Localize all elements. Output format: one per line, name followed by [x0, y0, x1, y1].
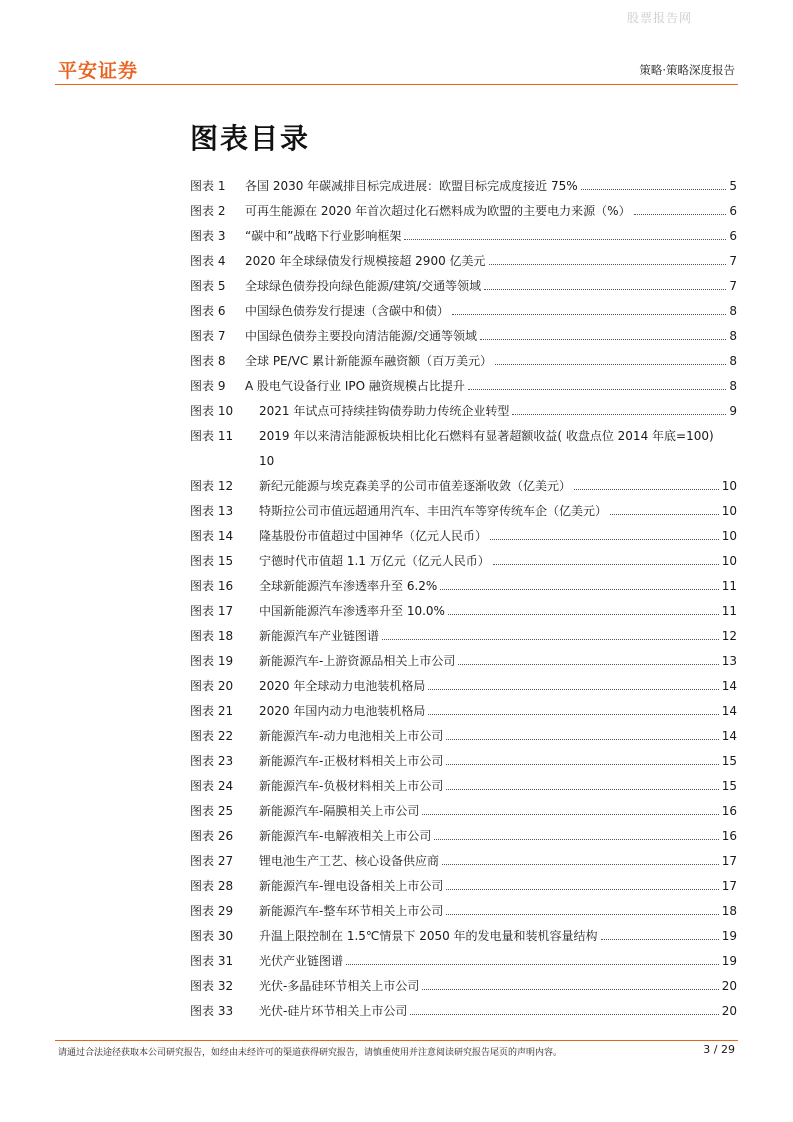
toc-leader-dots	[428, 714, 718, 715]
toc-entry-label: 图表 15	[190, 554, 234, 568]
toc-entry[interactable]	[190, 374, 737, 399]
toc-entry-title: 特斯拉公司市值远超通用汽车、丰田汽车等穿传统车企（亿美元）	[259, 504, 608, 518]
toc-leader-dots	[434, 839, 718, 840]
toc-entry[interactable]	[190, 649, 737, 674]
toc-entry[interactable]	[190, 349, 737, 374]
toc-entry[interactable]	[190, 899, 737, 924]
toc-leader-dots	[448, 614, 719, 615]
toc-entry[interactable]	[190, 849, 737, 874]
toc-entry-page: 14	[721, 679, 737, 693]
toc-entry-title: 新能源汽车产业链图谱	[259, 629, 380, 643]
toc-entry[interactable]	[190, 749, 737, 774]
toc-entry-page: 7	[729, 254, 737, 268]
toc-entry[interactable]	[190, 599, 737, 624]
toc-entry-label: 图表 9	[190, 379, 226, 393]
toc-leader-dots	[468, 389, 726, 390]
toc-entry[interactable]	[190, 199, 737, 224]
toc-entry[interactable]	[190, 724, 737, 749]
toc-entry-title: 宁德时代市值超 1.1 万亿元（亿元人民币）	[259, 554, 490, 568]
toc-entry-title: 光伏-多晶硅环节相关上市公司	[259, 979, 420, 993]
toc-entry-label: 图表 20	[190, 679, 234, 693]
toc-entry-title: 新能源汽车-电解液相关上市公司	[259, 829, 432, 843]
toc-leader-dots	[601, 939, 719, 940]
toc-entry-title: 升温上限控制在 1.5℃情景下 2050 年的发电量和装机容量结构	[259, 929, 598, 943]
toc-entry-title: 新能源汽车-隔膜相关上市公司	[259, 804, 420, 818]
toc-entry-label: 图表 18	[190, 629, 234, 643]
page-title: 图表目录	[190, 122, 311, 155]
toc-leader-dots	[404, 239, 726, 240]
toc-entry-page: 17	[721, 854, 737, 868]
toc-entry-label: 图表 16	[190, 579, 234, 593]
toc-entry-page: 10	[721, 504, 737, 518]
toc-entry-label: 图表 21	[190, 704, 234, 718]
toc-leader-dots	[489, 264, 727, 265]
page-number: 3 / 29	[703, 1043, 735, 1056]
toc-entry[interactable]	[190, 424, 737, 449]
toc-entry-title: 2020 年国内动力电池装机格局	[259, 704, 426, 718]
toc-entry-page: 14	[721, 729, 737, 743]
toc-entry[interactable]	[190, 799, 737, 824]
toc-entry[interactable]	[190, 824, 737, 849]
toc-entry-page: 11	[721, 579, 737, 593]
toc-entry-title: 中国绿色债券发行提速（含碳中和债）	[245, 304, 450, 318]
toc-entry-label: 图表 24	[190, 779, 234, 793]
toc-entry[interactable]	[190, 674, 737, 699]
toc-leader-dots	[446, 914, 718, 915]
report-category: 策略·策略深度报告	[639, 63, 735, 77]
toc-entry[interactable]	[190, 624, 737, 649]
toc-leader-dots	[574, 489, 719, 490]
toc-entry-label: 图表 1	[190, 179, 226, 193]
toc-entry[interactable]	[190, 924, 737, 949]
toc-entry[interactable]	[190, 974, 737, 999]
toc-leader-dots	[490, 539, 719, 540]
toc-entry-title: “碳中和”战略下行业影响框架	[245, 229, 402, 243]
toc-entry-page: 8	[729, 354, 737, 368]
header-divider	[55, 84, 738, 85]
toc-entry-page: 7	[729, 279, 737, 293]
toc-leader-dots	[634, 214, 727, 215]
toc-entry-page: 18	[721, 904, 737, 918]
toc-entry[interactable]	[190, 699, 737, 724]
toc-entry-label: 图表 13	[190, 504, 234, 518]
toc-leader-dots	[346, 964, 719, 965]
toc-entry-title: 光伏-硅片环节相关上市公司	[259, 1004, 408, 1018]
toc-entry-page: 16	[721, 829, 737, 843]
toc-entry-label: 图表 28	[190, 879, 234, 893]
toc-entry-label: 图表 30	[190, 929, 234, 943]
toc-entry-label: 图表 22	[190, 729, 234, 743]
toc-entry-title: 新能源汽车-正极材料相关上市公司	[259, 754, 444, 768]
toc-entry-label: 图表 19	[190, 654, 234, 668]
toc-entry-title: 2019 年以来清洁能源板块相比化石燃料有显著超额收益( 收盘点位 2014 年底=100)	[259, 429, 714, 443]
toc-entry-title: 新纪元能源与埃克森美孚的公司市值差逐渐收敛（亿美元）	[259, 479, 572, 493]
toc-entry-label: 图表 2	[190, 204, 226, 218]
toc-entry-title: 各国 2030 年碳减排目标完成进展：欧盟目标完成度接近 75%	[245, 179, 578, 193]
toc-entry-label: 图表 25	[190, 804, 234, 818]
toc-leader-dots	[410, 1014, 718, 1015]
footer-divider	[55, 1040, 738, 1041]
toc-entry-page: 5	[729, 179, 737, 193]
toc-entry-page: 6	[729, 229, 737, 243]
toc-entry[interactable]	[190, 399, 737, 424]
toc-entry-label: 图表 8	[190, 354, 226, 368]
toc-entry-label: 图表 31	[190, 954, 234, 968]
toc-entry-page: 13	[721, 654, 737, 668]
toc-entry-page: 10	[721, 554, 737, 568]
toc-leader-dots	[446, 789, 718, 790]
toc-leader-dots	[493, 564, 719, 565]
table-of-figures	[190, 174, 737, 1024]
toc-entry-label: 图表 6	[190, 304, 226, 318]
toc-entry[interactable]	[190, 874, 737, 899]
toc-entry-title: 新能源汽车-上游资源品相关上市公司	[259, 654, 456, 668]
toc-entry-page: 20	[721, 979, 737, 993]
toc-entry-label: 图表 33	[190, 1004, 234, 1018]
toc-entry-label: 图表 26	[190, 829, 234, 843]
watermark: 股票报告网	[627, 11, 693, 25]
toc-indent	[190, 449, 259, 474]
toc-entry-page: 8	[729, 304, 737, 318]
toc-leader-dots	[446, 889, 718, 890]
toc-entry-title: 全球 PE/VC 累计新能源车融资额（百万美元）	[245, 354, 493, 368]
toc-leader-dots	[422, 814, 718, 815]
toc-entry-label: 图表 10	[190, 404, 234, 418]
toc-entry-label: 图表 27	[190, 854, 234, 868]
toc-entry-page: 20	[721, 1004, 737, 1018]
toc-leader-dots	[428, 689, 718, 690]
toc-entry-page: 19	[721, 954, 737, 968]
toc-entry-page: 10	[721, 529, 737, 543]
toc-entry[interactable]	[190, 299, 737, 324]
toc-leader-dots	[452, 314, 726, 315]
toc-entry-page: 12	[721, 629, 737, 643]
toc-entry-title: 全球绿色债券投向绿色能源/建筑/交通等领域	[245, 279, 482, 293]
toc-entry-page: 19	[721, 929, 737, 943]
toc-entry-label: 图表 12	[190, 479, 234, 493]
toc-entry[interactable]	[190, 324, 737, 349]
toc-entry-label: 图表 17	[190, 604, 234, 618]
toc-entry-page: 9	[729, 404, 737, 418]
toc-entry-title: 锂电池生产工艺、核心设备供应商	[259, 854, 440, 868]
toc-entry-page: 15	[721, 754, 737, 768]
toc-entry-page: 8	[729, 379, 737, 393]
toc-leader-dots	[458, 664, 718, 665]
toc-entry-title: 新能源汽车-负极材料相关上市公司	[259, 779, 444, 793]
toc-entry-label: 图表 14	[190, 529, 234, 543]
toc-entry-page: 8	[729, 329, 737, 343]
toc-leader-dots	[495, 364, 726, 365]
toc-entry-label: 图表 5	[190, 279, 226, 293]
toc-entry-title: 中国新能源汽车渗透率升至 10.0%	[259, 604, 445, 618]
toc-entry[interactable]	[190, 574, 737, 599]
toc-entry[interactable]	[190, 474, 737, 499]
toc-entry[interactable]	[190, 274, 737, 299]
toc-leader-dots	[422, 989, 718, 990]
toc-entry[interactable]	[190, 499, 737, 524]
toc-entry-title: 新能源汽车-锂电设备相关上市公司	[259, 879, 444, 893]
toc-entry-title: A 股电气设备行业 IPO 融资规模占比提升	[245, 379, 465, 393]
toc-entry-title: 2020 年全球绿债发行规模接超 2900 亿美元	[245, 254, 486, 268]
toc-entry[interactable]	[190, 174, 737, 199]
toc-entry[interactable]	[190, 999, 737, 1024]
toc-entry-title: 中国绿色债券主要投向清洁能源/交通等领域	[245, 329, 478, 343]
toc-entry-page: 6	[729, 204, 737, 218]
toc-entry-page: 10	[721, 479, 737, 493]
toc-entry[interactable]	[190, 549, 737, 574]
toc-entry[interactable]	[190, 224, 737, 249]
company-logo: 平安证券	[58, 60, 139, 82]
toc-leader-dots	[581, 189, 727, 190]
toc-entry[interactable]	[190, 249, 737, 274]
toc-entry-page: 15	[721, 779, 737, 793]
toc-entry-title: 新能源汽车-动力电池相关上市公司	[259, 729, 444, 743]
toc-entry[interactable]	[190, 774, 737, 799]
toc-leader-dots	[512, 414, 726, 415]
toc-entry-page: 10	[259, 454, 275, 468]
toc-entry-label: 图表 4	[190, 254, 226, 268]
toc-entry-title: 全球新能源汽车渗透率升至 6.2%	[259, 579, 438, 593]
toc-leader-dots	[480, 339, 726, 340]
toc-entry-title: 新能源汽车-整车环节相关上市公司	[259, 904, 444, 918]
toc-entry-page: 11	[721, 604, 737, 618]
toc-leader-dots	[610, 514, 719, 515]
toc-entry-page: 14	[721, 704, 737, 718]
toc-leader-dots	[382, 639, 719, 640]
toc-entry-title: 隆基股份市值超过中国神华（亿元人民币）	[259, 529, 488, 543]
toc-entry-title: 可再生能源在 2020 年首次超过化石燃料成为欧盟的主要电力来源（%）	[245, 204, 631, 218]
toc-leader-dots	[442, 864, 719, 865]
toc-entry[interactable]	[190, 949, 737, 974]
footer-disclaimer: 请通过合法途径获取本公司研究报告，如经由未经许可的渠道获得研究报告，请慎重使用并注意阅读研究报告尾页的声明内容。	[58, 1048, 563, 1058]
toc-entry-page: 16	[721, 804, 737, 818]
toc-entry-label: 图表 7	[190, 329, 226, 343]
toc-entry-title: 光伏产业链图谱	[259, 954, 344, 968]
toc-leader-dots	[446, 764, 718, 765]
toc-entry-label: 图表 3	[190, 229, 226, 243]
toc-entry-label: 图表 23	[190, 754, 234, 768]
toc-entry-label: 图表 11	[190, 429, 234, 443]
toc-entry-title: 2020 年全球动力电池装机格局	[259, 679, 426, 693]
toc-entry[interactable]	[190, 524, 737, 549]
toc-entry-title: 2021 年试点可持续挂钩债券助力传统企业转型	[259, 404, 510, 418]
toc-leader-dots	[484, 289, 726, 290]
toc-leader-dots	[440, 589, 718, 590]
toc-leader-dots	[446, 739, 718, 740]
toc-entry-label: 图表 32	[190, 979, 234, 993]
toc-entry-continuation	[190, 449, 737, 474]
toc-entry-label: 图表 29	[190, 904, 234, 918]
toc-entry-page: 17	[721, 879, 737, 893]
